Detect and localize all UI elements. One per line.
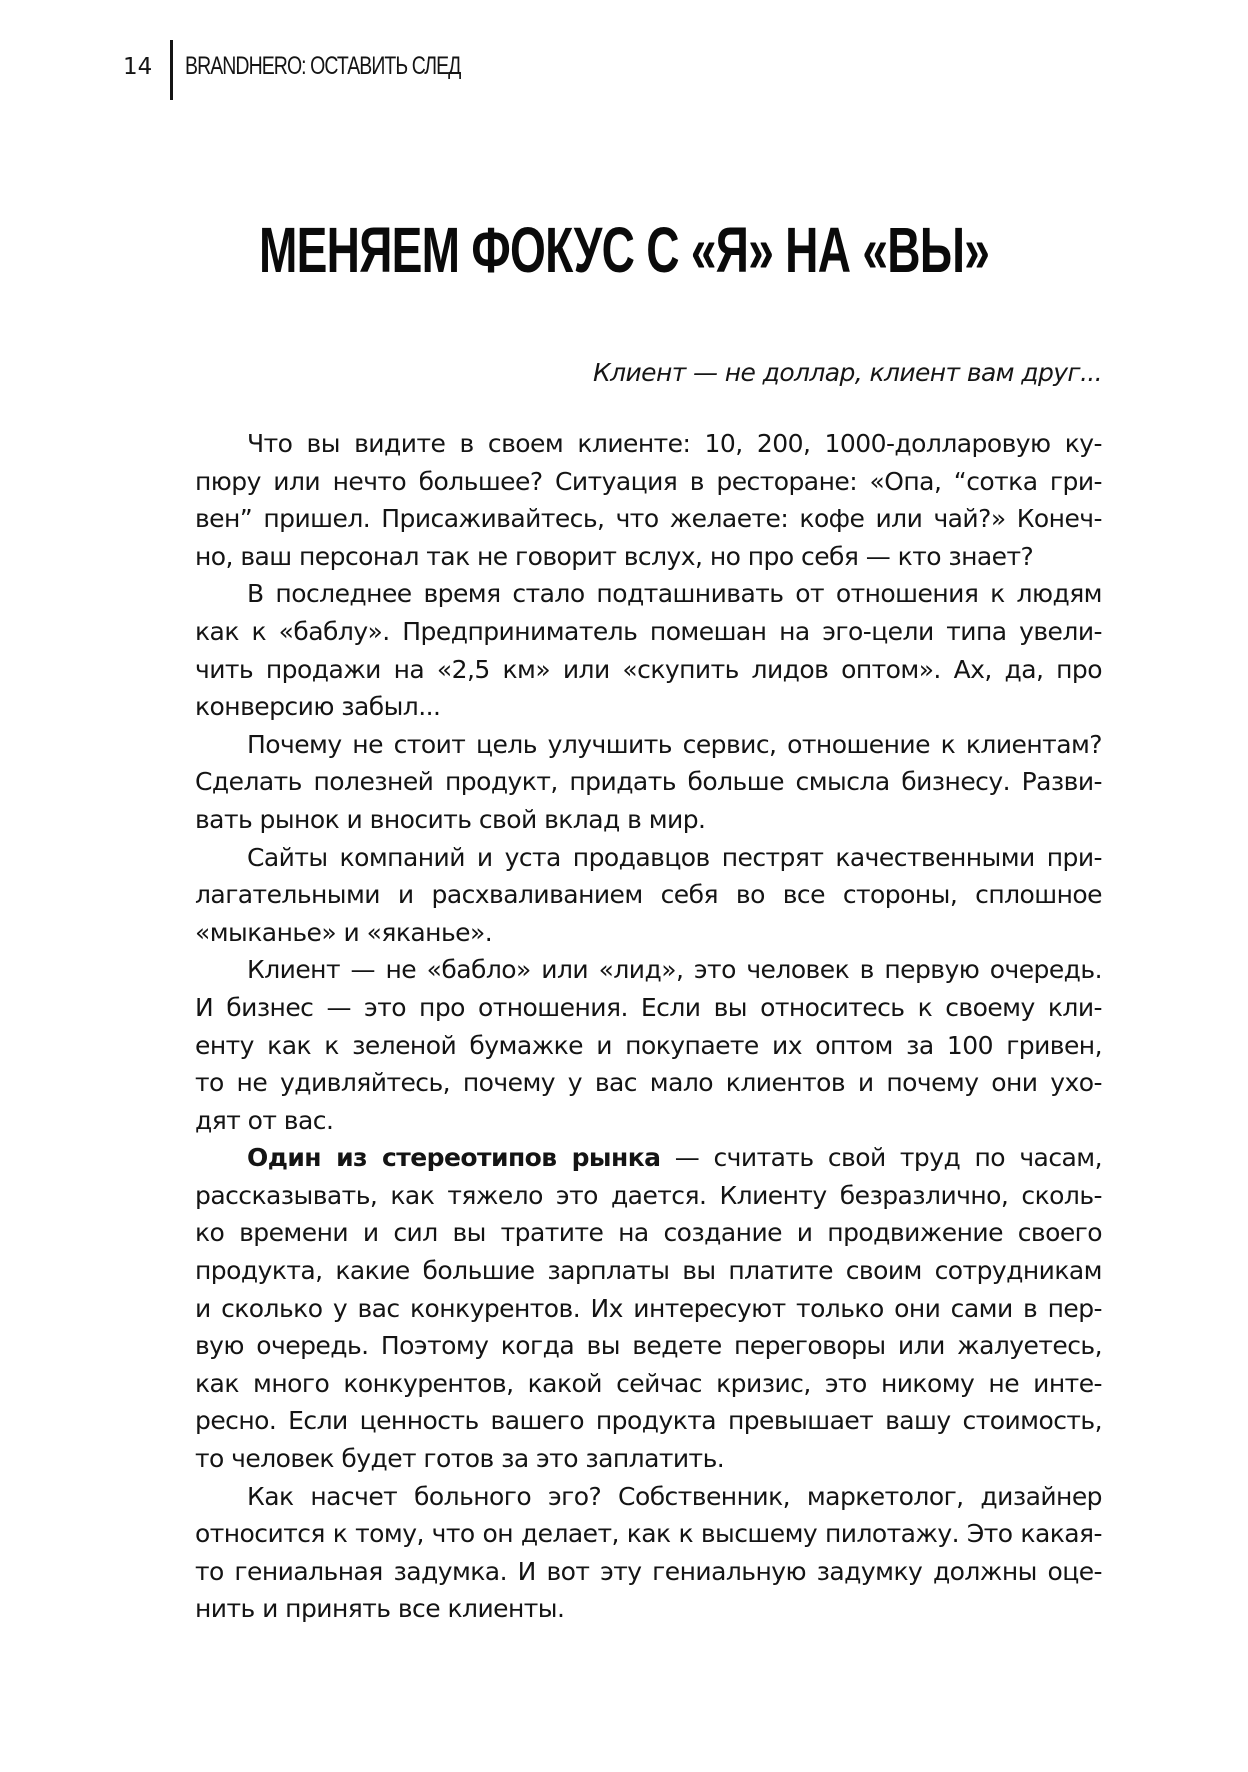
line-text: В последнее время стало подташнивать от отношения к людям <box>247 579 1102 609</box>
text-line <box>195 726 1102 764</box>
line-text: как к «баблу». Предприниматель помешан на эго-цели типа увели- <box>195 616 1102 646</box>
line-text: енту как к зеленой бумажке и покупаете их оптом за 100 гривен, <box>195 1030 1102 1060</box>
text-line <box>195 1064 1102 1102</box>
line-text: Почему не стоит цель улучшить сервис, отношение к клиентам? <box>247 729 1102 759</box>
text-line <box>195 1327 1102 1365</box>
body-text <box>195 425 1102 1628</box>
text-line <box>195 1102 1102 1140</box>
text-line <box>195 989 1102 1027</box>
text-line <box>195 1515 1102 1553</box>
line-text: Сделать полезней продукт, придать больше смысла бизнесу. Разви- <box>195 767 1102 797</box>
line-text: продукта, какие большие зарплаты вы платите своим сотрудникам <box>195 1256 1102 1286</box>
page-number: 14 <box>123 54 153 80</box>
text-line <box>195 1553 1102 1591</box>
running-header <box>0 38 1248 100</box>
line-text: конверсию забыл... <box>195 692 441 722</box>
text-line <box>195 839 1102 877</box>
line-text: рассказывать, как тяжело это дается. Клиенту безразлично, сколь- <box>195 1180 1102 1210</box>
text-line <box>195 1139 1102 1177</box>
text-line <box>195 1440 1102 1478</box>
text-line <box>195 538 1102 576</box>
text-line <box>195 613 1102 651</box>
text-line <box>195 1402 1102 1440</box>
text-line <box>195 1590 1102 1628</box>
line-text: Что вы видите в своем клиенте: 10, 200, 1000-долларовую ку- <box>247 429 1102 458</box>
text-line <box>195 763 1102 801</box>
line-text: и сколько у вас конкурентов. Их интересуют только они сами в пер- <box>195 1293 1102 1323</box>
line-text: то человек будет готов за это заплатить. <box>195 1444 725 1474</box>
bold-phrase: Один из стереотипов рынка <box>247 1143 661 1173</box>
text-line <box>195 688 1102 726</box>
line-text: «мыканье» и «яканье». <box>195 917 493 947</box>
line-text: то не удивляйтесь, почему у вас мало клиентов и почему они ухо- <box>195 1068 1102 1098</box>
line-text: вую очередь. Поэтому когда вы ведете переговоры или жалуетесь, <box>195 1331 1102 1361</box>
text-line <box>195 1177 1102 1215</box>
line-text: как много конкурентов, какой сейчас кризис, это никому не инте- <box>195 1368 1102 1398</box>
book-title: BRANDHERO: ОСТАВИТЬ СЛЕД <box>185 52 461 80</box>
line-text: ко времени и сил вы тратите на создание и продвижение своего <box>195 1218 1102 1248</box>
line-text: — считать свой труд по часам, <box>660 1143 1102 1173</box>
line-text: нить и принять все клиенты. <box>195 1594 565 1624</box>
text-line <box>195 801 1102 839</box>
text-line <box>195 1214 1102 1252</box>
line-text: вать рынок и вносить свой вклад в мир. <box>195 804 706 834</box>
chapter-title-text: МЕНЯЕМ ФОКУС С «Я» НА «ВЫ» <box>258 213 990 286</box>
text-line <box>195 914 1102 952</box>
text-line <box>195 425 1102 463</box>
line-text: чить продажи на «2,5 км» или «скупить лидов оптом». Ах, да, про <box>195 654 1102 684</box>
line-text: дят от вас. <box>195 1105 334 1135</box>
text-line <box>195 463 1102 501</box>
line-text: вен” пришел. Присаживайтесь, что желаете: кофе или чай?» Конеч- <box>195 504 1102 534</box>
line-text: лагательными и расхваливанием себя во все стороны, сплошное <box>195 880 1102 910</box>
line-text: Клиент — не «бабло» или «лид», это человек в первую очередь. <box>247 955 1102 985</box>
line-text: пюру или нечто большее? Ситуация в ресторане: «Опа, “сотка гри- <box>195 466 1102 496</box>
text-line <box>195 1252 1102 1290</box>
line-text: И бизнес — это про отношения. Если вы относитесь к своему кли- <box>195 992 1102 1022</box>
line-text: ресно. Если ценность вашего продукта превышает вашу стоимость, <box>195 1406 1102 1436</box>
text-line <box>195 1365 1102 1403</box>
text-line <box>195 1027 1102 1065</box>
text-line <box>195 575 1102 613</box>
line-text: относится к тому, что он делает, как к высшему пилотажу. Это какая- <box>195 1519 1102 1549</box>
text-line <box>195 1290 1102 1328</box>
text-line <box>195 876 1102 914</box>
line-text: то гениальная задумка. И вот эту гениальную задумку должны оце- <box>195 1556 1102 1586</box>
text-line <box>195 651 1102 689</box>
line-text: Как насчет больного эго? Собственник, маркетолог, дизайнер <box>247 1481 1102 1511</box>
header-divider <box>170 40 173 100</box>
text-line <box>195 1478 1102 1516</box>
chapter-title <box>0 215 1248 285</box>
line-text: но, ваш персонал так не говорит вслух, но про себя — кто знает? <box>195 541 1034 571</box>
text-line <box>195 951 1102 989</box>
epigraph: Клиент — не доллар, клиент вам друг... <box>593 358 1102 387</box>
line-text: Сайты компаний и уста продавцов пестрят качественными при- <box>247 842 1102 872</box>
text-line <box>195 500 1102 538</box>
